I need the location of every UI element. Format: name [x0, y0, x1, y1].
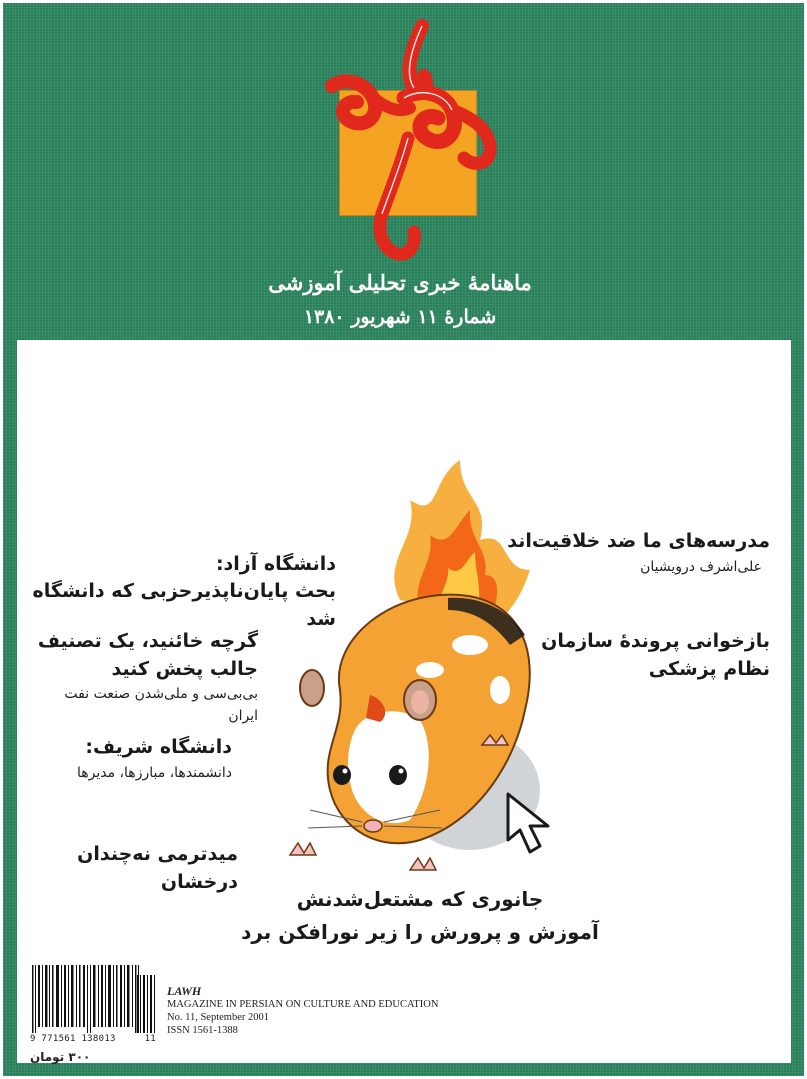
headline-midterm: میدترمی نه‌چندان درخشان [77, 843, 238, 893]
headline-schools-creativity: مدرسه‌های ما ضد خلاقیت‌اند [507, 530, 770, 552]
headline-azad-subtitle: بحث پایان‌ناپذیرحزبی که دانشگاه شد [32, 580, 336, 630]
magazine-tagline: ماهنامهٔ خبری تحلیلی آموزشی [268, 270, 532, 295]
headline-sharif-subtitle: دانشمندها، مبارزها، مدیرها [76, 765, 232, 781]
issue-line: شمارهٔ ۱۱ شهریور ۱۳۸۰ [303, 306, 497, 328]
headline-azad-university: دانشگاه آزاد: [215, 553, 336, 575]
headline-sharif-university: دانشگاه شریف: [85, 736, 232, 758]
main-headline-line1: جانوری که مشتعل‌شدنش [296, 887, 544, 911]
logo-calligraphy-icon [312, 18, 502, 268]
imprint-line3: ISSN 1561-1388 [167, 1025, 238, 1036]
price-label: ۳۰۰ تومان [30, 1050, 91, 1064]
barcode-addon [136, 975, 156, 1033]
mouse-cursor-icon [502, 788, 562, 860]
headline-medical-council-2: نظام پزشکی [648, 658, 770, 680]
headline-bbc-2: جالب پخش کنید [111, 658, 258, 680]
headline-medical-council-1: بازخوانی پروندهٔ سازمان [541, 630, 770, 652]
headline-schools-author: علی‌اشرف درویشیان [640, 559, 762, 575]
main-headline-line2: آموزش و پرورش را زیر نورافکن برد [241, 920, 599, 944]
imprint-block [167, 985, 487, 1037]
barcode-digits: 9 771561 138013 11 [30, 1034, 156, 1044]
imprint-line1: MAGAZINE IN PERSIAN ON CULTURE AND EDUCATION [167, 999, 439, 1010]
headline-bbc-1: گرچه خائنید، یک تصنیف [37, 630, 258, 652]
imprint-line2: No. 11, September 2001 [167, 1012, 269, 1023]
headline-bbc-subtitle: بی‌بی‌سی و ملی‌شدن صنعت نفت ایران [64, 686, 258, 724]
imprint-title: LAWH [167, 984, 202, 998]
